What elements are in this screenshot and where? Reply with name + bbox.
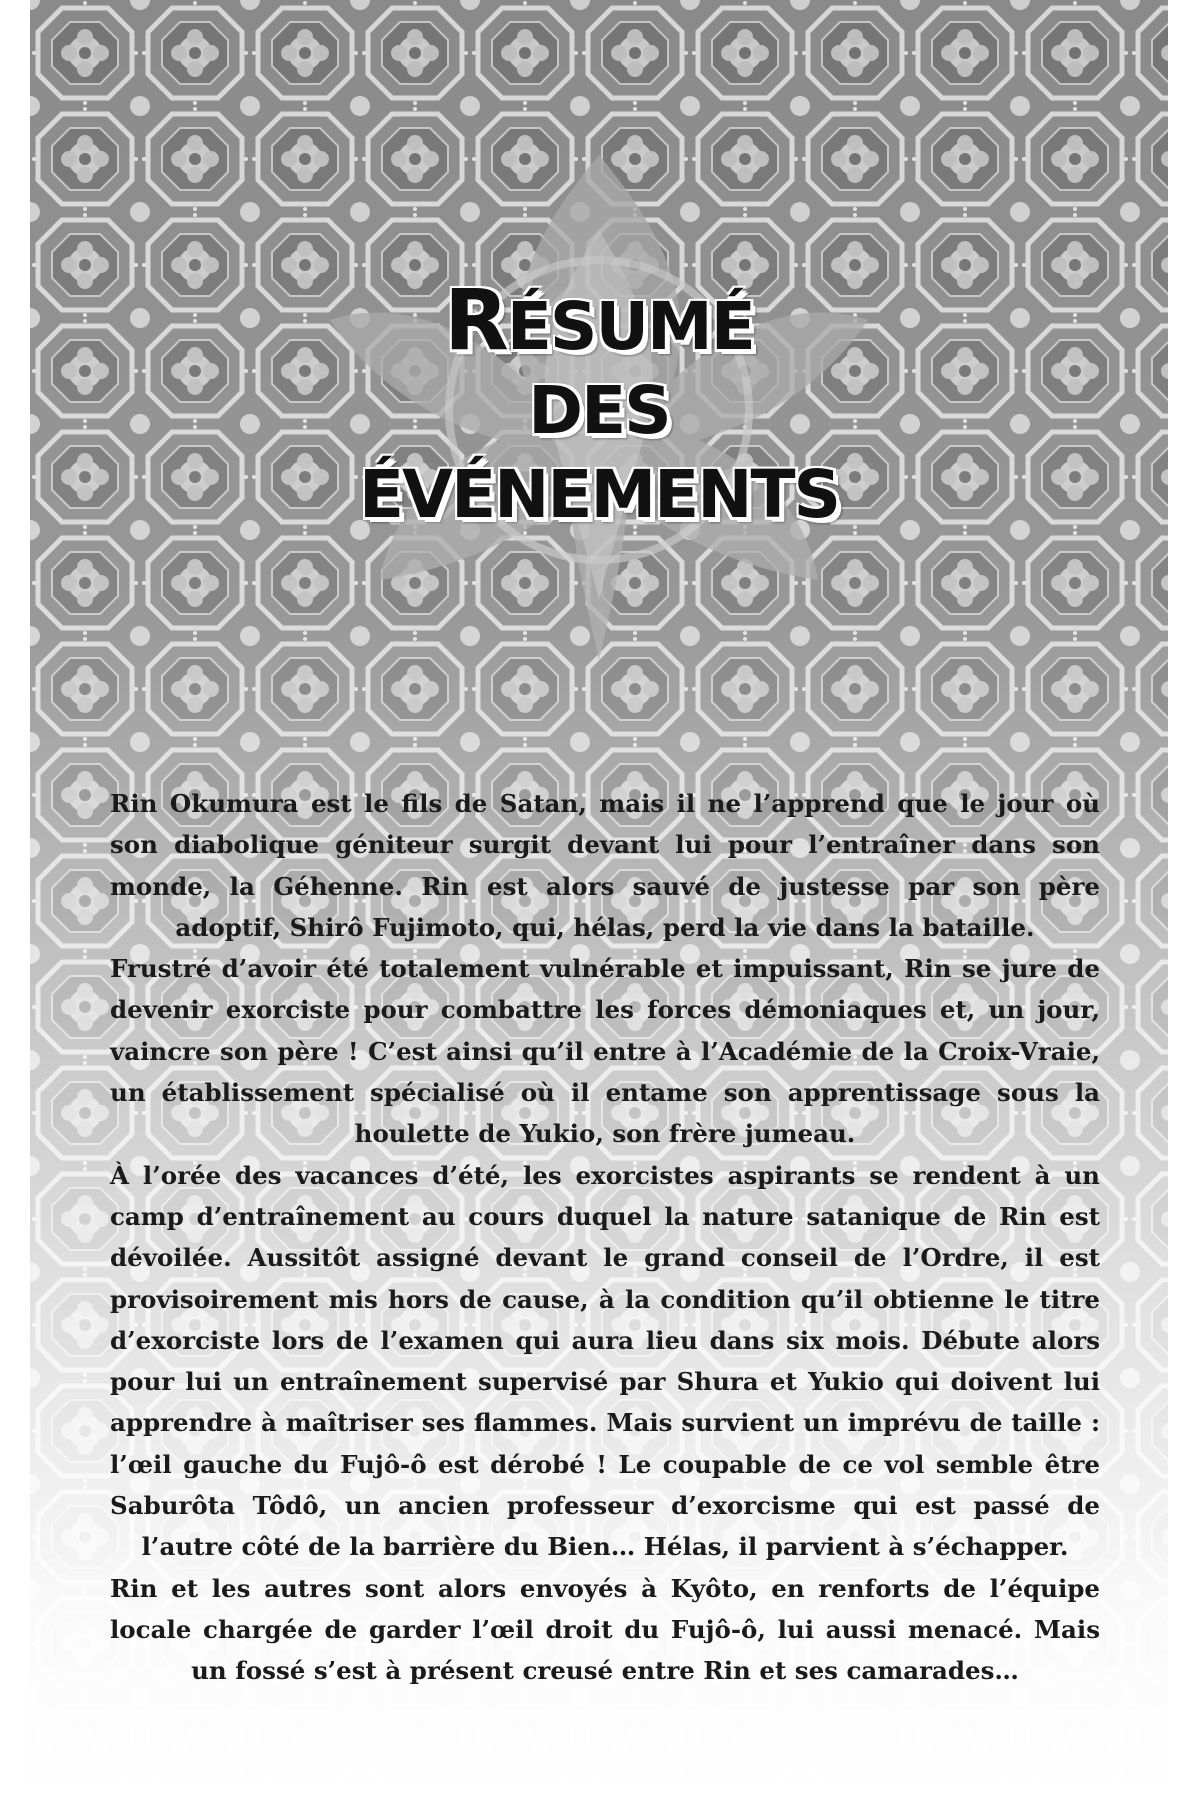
paragraph-2: Frustré d’avoir été totalement vulnérable et impuissant, Rin se jure de devenir exorciste pour combattre les forces démoniaques et, un jour, vaincre son père ! C’est ainsi qu’il entre à l’Académie de la Croix-Vraie, un établissement spécialisé où il entame son apprentissage sous la houlette de Yukio, son frère jumeau. <box>110 954 1100 1149</box>
title-line-1 <box>30 271 1168 369</box>
paragraph-4: Rin et les autres sont alors envoyés à Kyôto, en renforts de l’équipe locale chargée de garder l’œil droit du Fujô-ô, lui aussi menacé. Mais un fossé s’est à présent creusé entre Rin et ses camarades… <box>110 1573 1100 1686</box>
paragraph-3: À l’orée des vacances d’été, les exorcistes aspirants se rendent à un camp d’entraînement au cours duquel la nature satanique de Rin est dévoilée. Aussitôt assigné devant le grand conseil de l’Ordre, il est provisoirement mis hors de cause, à la condition qu’il obtienne le titre d’exorciste lors de l’examen qui aura lieu dans six mois. Débute alors pour lui un entraînement supervisé par Shura et Yukio qui doivent lui apprendre à maîtriser ses flammes. Mais survient un imprévu de taille : l’œil gauche du Fujô-ô est dérobé ! Le coupable de ce vol semble être Saburôta Tôdô, un ancien professeur d’exorcisme qui est passé de l’autre côté de la barrière du Bien… Hélas, il parvient à s’échapper. <box>110 1160 1100 1562</box>
page-title <box>30 271 1168 537</box>
title-line-2: DES <box>528 372 670 449</box>
title-line-3: ÉVÉNEMENTS <box>358 456 840 533</box>
title-word-1: ÉSUMÉ <box>506 288 754 365</box>
summary-text <box>110 783 1100 1692</box>
summary-panel <box>30 0 1168 1800</box>
paragraph-1: Rin Okumura est le fils de Satan, mais il ne l’apprend que le jour où son diabolique géniteur surgit devant lui pour l’entraîner dans son monde, la Géhenne. Rin est alors sauvé de justesse par son père adoptif, Shirô Fujimoto, qui, hélas, perd la vie dans la bataille. <box>110 789 1100 942</box>
title-initial: R <box>444 271 507 369</box>
